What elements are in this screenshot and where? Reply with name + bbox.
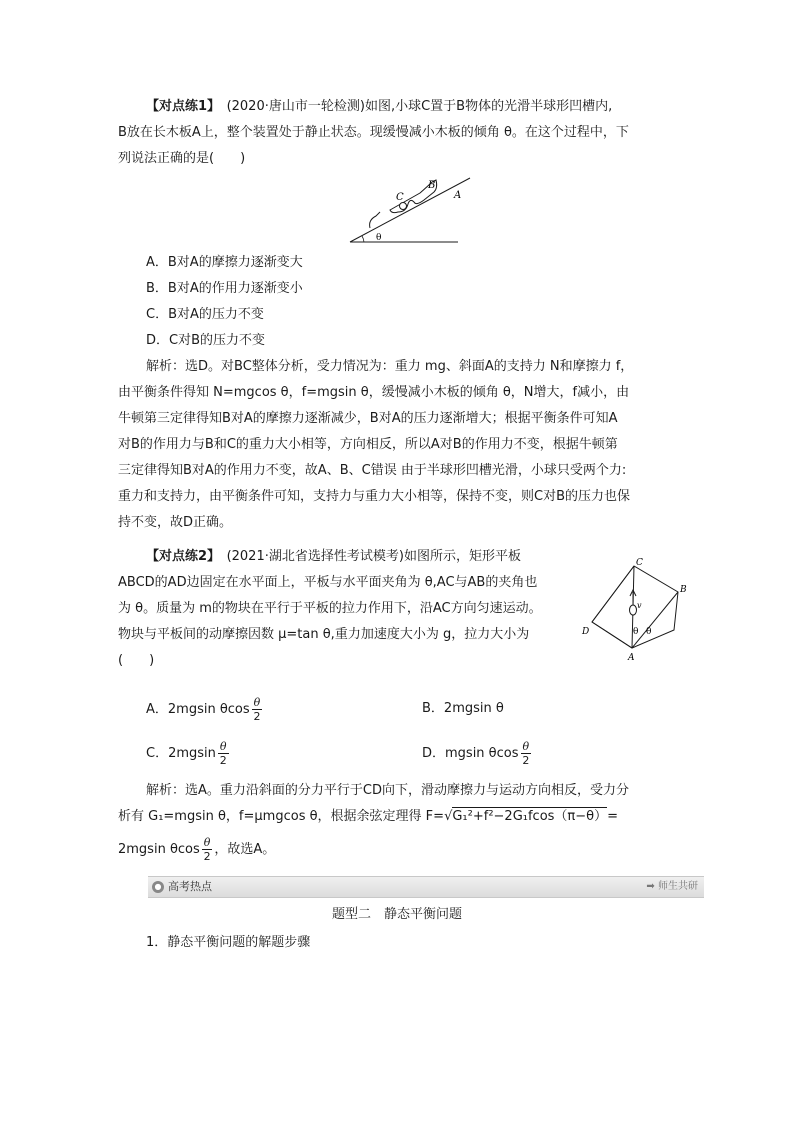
incline-figure (346, 172, 476, 248)
label-c: C (396, 192, 404, 203)
section-title: 题型二 静态平衡问题 (331, 907, 462, 922)
label-b: B (428, 180, 436, 191)
plate-figure (578, 552, 702, 664)
ex1-option-c: C．B对A的压力不变 (146, 307, 264, 322)
ex1-line1 (118, 94, 678, 120)
label-b2: B (680, 585, 687, 595)
block-m (630, 605, 637, 615)
ex1-analysis-6: 重力和支持力，由平衡条件可知，支持力与重力大小相等，保持不变，则C对B的压力也保 (118, 489, 630, 504)
label-theta-2: θ (646, 627, 652, 637)
ex2-option-c: C．2mgsin $\frac{\theta}{2}$ (146, 740, 227, 767)
ex1-option-d: D．C对B的压力不变 (146, 333, 266, 348)
ex1-heading: 【对点练1】 (146, 99, 214, 114)
ex1-line3: 列说法正确的是( ) (118, 151, 246, 166)
ex1-source: (2020·唐山市一轮检测) (226, 99, 365, 114)
incline-board (350, 178, 470, 242)
ex1-option-b: B．B对A的作用力逐渐变小 (146, 281, 303, 296)
ex2-line1 (146, 544, 521, 570)
ex2-heading: 【对点练2】 (146, 549, 214, 564)
arrow-right-icon: ➡ (646, 881, 655, 892)
ex1-analysis-2: 由平衡条件得知 N=mgcos θ，f=mgsin θ，缓慢减小木板的倾角 θ，N增大，f减小，由 (118, 385, 630, 400)
ex1-analysis-4: 对B的作用力与B和C的重力大小相等，方向相反，所以A对B的作用力不变，根据牛顿第 (118, 437, 618, 452)
ex2-analysis-1: 解析：选A。重力沿斜面的分力平行于CD向下，滑动摩擦力与运动方向相反，受力分 (146, 783, 629, 798)
sqrt-expression: G₁²+f²−2G₁fcos（π−θ） (452, 809, 608, 824)
ex2-analysis-2: 析有 G₁=mgsin θ，f=μmgcos θ，根据余弦定理得 F=√G₁²+f²−2G₁fcos（π−θ）= (118, 809, 619, 824)
ex2-line5: ( ) (118, 653, 155, 668)
ex2-option-b: B．2mgsin θ (422, 701, 504, 716)
label-theta-1: θ (633, 627, 639, 637)
ex2-option-d: D．mgsin θcos $\frac{\theta}{2}$ (422, 740, 530, 767)
hot-topic-banner (148, 876, 704, 898)
ex2-line2: ABCD的AD边固定在水平面上，平板与水平面夹角为 θ,AC与AB的夹角也 (118, 575, 538, 590)
ex2-source: (2021·湖北省选择性考试模考) (226, 549, 404, 564)
label-v: v (637, 601, 642, 610)
label-a: A (454, 190, 462, 201)
ex2-option-a: A．2mgsin θcos $\frac{\theta}{2}$ (146, 696, 261, 723)
ex1-analysis-1: 解析：选D。对BC整体分析，受力情况为：重力 mg、斜面A的支持力 N和摩擦力 f， (146, 359, 634, 374)
ex1-option-a: A．B对A的摩擦力逐渐变大 (146, 255, 303, 270)
ex1-analysis-5: 三定律得知B对A的作用力不变，故A、B、C错误 由于半球形凹槽光滑，小球只受两个力: (118, 463, 627, 478)
section-step-1: 1．静态平衡问题的解题步骤 (146, 935, 311, 950)
ex1-analysis-7: 持不变，故D正确。 (118, 515, 233, 530)
ex1-line1-rest: 如图,小球C置于B物体的光滑半球形凹槽内, (364, 99, 613, 114)
label-a2: A (628, 653, 635, 663)
label-d2: D (582, 627, 590, 637)
label-theta: θ (376, 233, 382, 243)
ex1-analysis-3: 牛顿第三定律得知B对A的摩擦力逐渐减少，B对A的压力逐渐增大；根据平衡条件可知A (118, 411, 618, 426)
banner-left-label: 高考热点 (168, 880, 212, 893)
ex2-analysis-3: 2mgsin θcos $\frac{\theta}{2}$ ，故选A。 (118, 836, 276, 863)
banner-right-label: 师生共研 (658, 881, 698, 892)
ex1-line2: B放在长木板A上，整个装置处于静止状态。现缓慢减小木板的倾角 θ。在这个过程中，下 (118, 125, 629, 140)
label-c2: C (636, 558, 643, 568)
hot-topic-icon: ● (152, 881, 164, 893)
ball-c (400, 203, 407, 210)
ex2-line1-rest: 如图所示，矩形平板 (403, 549, 521, 564)
ex2-line4: 物块与平板间的动摩擦因数 μ=tan θ,重力加速度大小为 g，拉力大小为 (118, 627, 530, 642)
ex2-line3: 为 θ。质量为 m的物块在平行于平板的拉力作用下，沿AC方向匀速运动。 (118, 601, 542, 616)
